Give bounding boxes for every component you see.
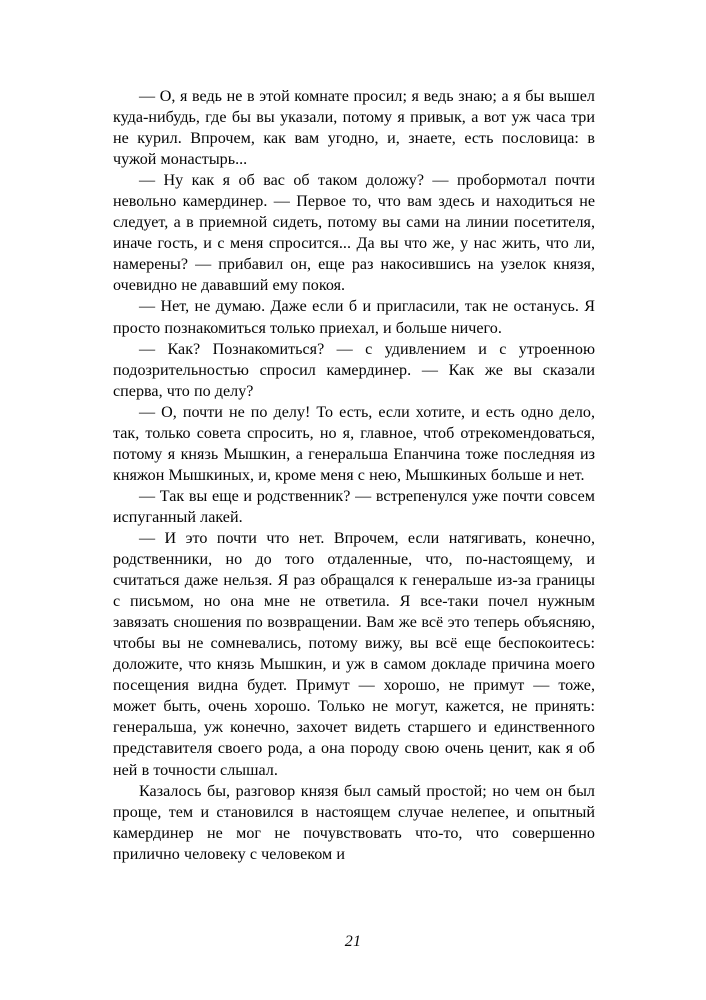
paragraph: — Так вы еще и родственник? — встрепенулся уже почти совсем испуганный лакей. [113,487,595,526]
paragraph: — Ну как я об вас об таком доложу? — пробормотал почти невольно камердинер. — Первое то, что вам здесь и находиться не следует, а в приемной сидеть, потому вы сами на линии посетителя, иначе гость, и с меня спросится... Да вы что же, у нас жить, что ли, намерены? — прибавил он, еще раз накосившись на узелок князя, очевидно не дававший ему покоя. [113,172,595,295]
paragraph: Казалось бы, разговор князя был самый простой; но чем он был проще, тем и становился в настоящем случае нелепее, и опытный камердинер не мог не почувствовать что-то, что совершенно прилично человеку с человеком и [113,782,595,863]
paragraph: — Нет, не думаю. Даже если б и пригласили, так не останусь. Я просто познакомиться только приехал, и больше ничего. [113,298,595,337]
page-text-block [113,86,595,865]
paragraph: — Как? Познакомиться? — с удивлением и с утроенною подозрительностью спросил камердинер. — Как же вы сказали сперва, что по делу? [113,340,595,400]
page-number: 21 [344,933,362,950]
paragraph: — И это почти что нет. Впрочем, если натягивать, конечно, родственники, но до того отдаленные, что, по-настоящему, и считаться даже нельзя. Я раз обращался к генеральше из-за границы с письмом, но она мне не ответила. Я все-таки почел нужным завязать сношения по возвращении. Вам же всё это теперь объясняю, чтобы вы не сомневались, потому вижу, вы всё еще беспокоитесь: доложите, что князь Мышкин, и уж в самом докладе причина моего посещения видна будет. Примут — хорошо, не примут — тоже, может быть, очень хорошо. Только не могут, кажется, не принять: генеральша, уж конечно, захочет видеть старшего и единственного представителя своего рода, а она породу свою очень ценит, как я об ней в точности слышал. [113,529,595,779]
paragraph: — О, я ведь не в этой комнате просил; я ведь знаю; а я бы вышел куда-нибудь, где бы вы указали, потому я привык, а вот уж часа три не курил. Впрочем, как вам угодно, и, знаете, есть пословица: в чужой монастырь... [113,88,595,169]
paragraph: — О, почти не по делу! То есть, если хотите, и есть одно дело, так, только совета спросить, но я, главное, чтоб отрекомендоваться, потому я князь Мышкин, а генеральша Епанчина тоже последняя из княжон Мышкиных, и, кроме меня с нею, Мышкиных больше и нет. [113,403,595,484]
